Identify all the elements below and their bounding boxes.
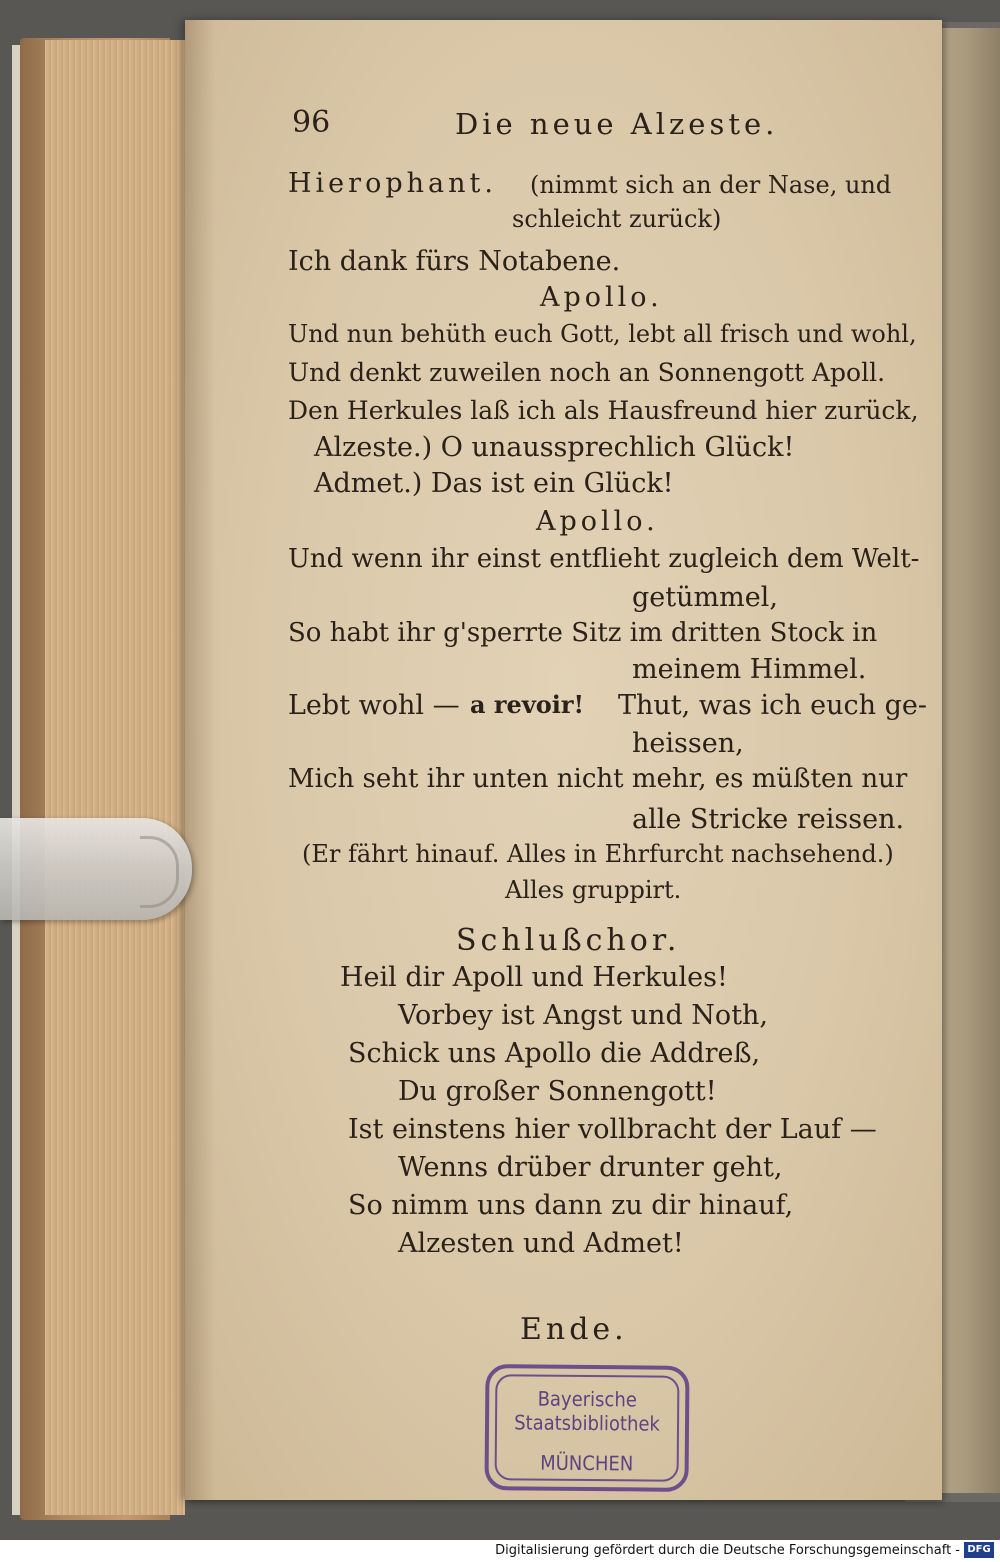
verse-line: Alzeste.) O unaussprechlich Glück! [314,432,795,463]
verse-line: Und nun behüth euch Gott, lebt all frisch und wohl, [288,320,917,348]
verse-line: getümmel, [632,582,778,613]
page-clamp [0,818,192,920]
verse-line: Heil dir Apoll und Herkules! [340,962,728,993]
clamp-edge [140,836,179,908]
verse-line: Vorbey ist Angst und Noth, [398,1000,769,1031]
verse-line: So habt ihr g'sperrte Sitz im dritten Stock in [288,618,878,648]
stage-direction: schleicht zurück) [512,205,722,233]
verse-line: Du großer Sonnengott! [398,1076,717,1107]
verse-line: Und wenn ihr einst entflieht zugleich dem Welt- [288,544,920,574]
page-gutter-shadow [185,20,215,1500]
stage-direction: Alles gruppirt. [505,876,682,904]
verse-line: alle Stricke reissen. [632,804,905,835]
speaker-apollo: Apollo. [536,506,659,537]
verse-line: Admet.) Das ist ein Glück! [314,468,674,499]
verse-line: Thut, was ich euch ge- [618,690,928,721]
verse-line: heissen, [632,728,744,759]
verse-line: So nimm uns dann zu dir hinauf, [348,1190,794,1221]
footer-credit: Digitalisierung gefördert durch die Deutsche Forschungsgemeinschaft - [495,1543,960,1558]
verse-line: Schick uns Apollo die Addreß, [348,1038,761,1069]
stamp-line-2: Staatsbibliothek [514,1410,661,1436]
ende: Ende. [520,1312,628,1347]
verse-line: Und denkt zuweilen noch an Sonnengott Apoll. [288,358,886,387]
speaker-hierophant: Hierophant. [288,168,497,199]
verse-line: Ich dank fürs Notabene. [288,246,621,277]
library-stamp [484,1364,689,1492]
verse-line: Lebt wohl — [288,690,460,721]
running-title: Die neue Alzeste. [455,107,779,141]
page-stack [45,40,185,1515]
speaker-apollo: Apollo. [540,282,663,313]
book-page [185,20,942,1500]
verse-line: Alzesten und Admet! [398,1228,684,1259]
page-number: 96 [292,105,331,140]
verse-line: Den Herkules laß ich als Hausfreund hier zurück, [288,396,919,425]
stage-direction: (nimmt sich an der Nase, und [530,171,892,199]
verse-line: a revoir! [470,690,585,719]
stage-direction: (Er fährt hinauf. Alles in Ehrfurcht nachsehend.) [302,840,894,868]
verse-line: Wenns drüber drunter geht, [398,1152,783,1183]
verse-line: meinem Himmel. [632,654,867,685]
heading-schlusschor: Schlußchor. [456,923,681,958]
footer-bar [0,1540,1000,1562]
stamp-line-1: Bayerische [537,1386,637,1412]
stamp-line-3: MÜNCHEN [540,1450,634,1476]
verse-line: Ist einstens hier vollbracht der Lauf — [348,1114,877,1145]
dfg-logo-icon: DFG [964,1542,994,1558]
verse-line: Mich seht ihr unten nicht mehr, es müßten nur [288,764,908,794]
